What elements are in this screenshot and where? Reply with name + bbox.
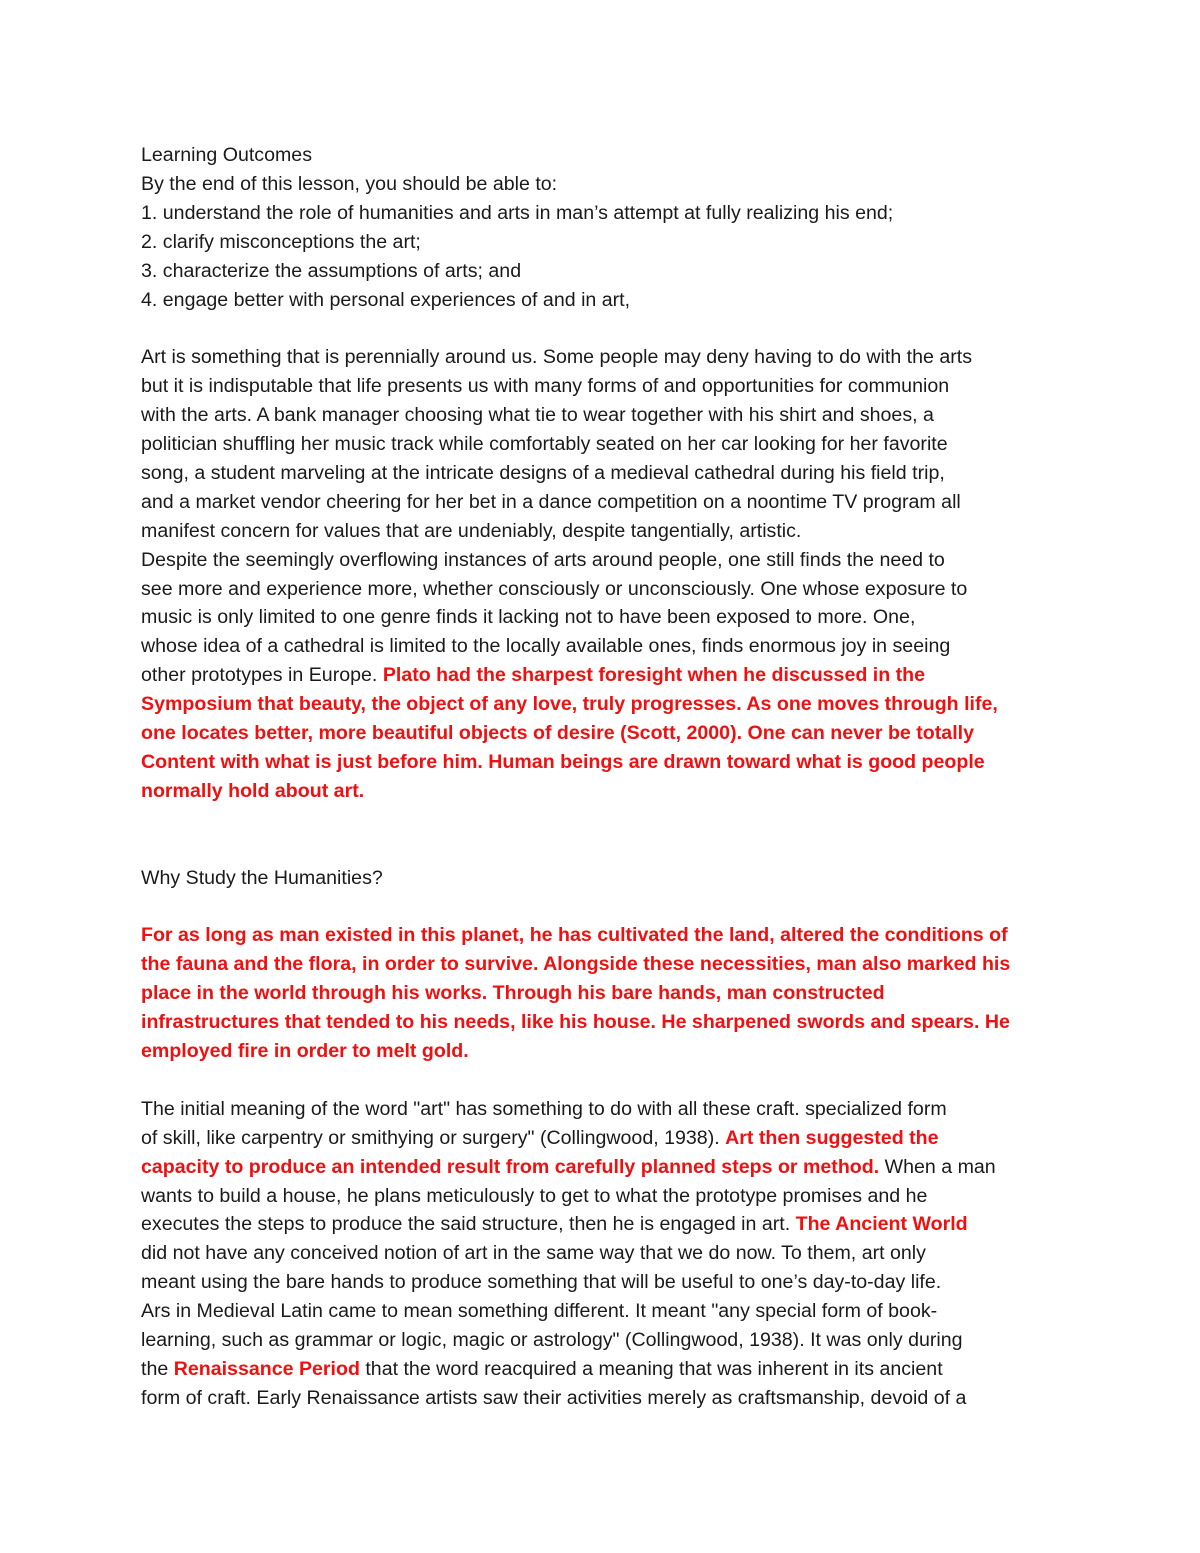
paragraph-line — [141, 1355, 1061, 1384]
highlighted-line: infrastructures that tended to his needs, like his house. He sharpened swords and spears. He — [141, 1011, 1010, 1034]
outcome-item: 3. characterize the assumptions of arts; and — [141, 259, 522, 282]
plain-text: that the word reacquired a meaning that was inherent in its ancient — [359, 1358, 943, 1380]
highlighted-line: employed fire in order to melt gold. — [141, 1040, 469, 1063]
outcome-item: 1. understand the role of humanities and arts in man’s attempt at fully realizing his end; — [141, 201, 894, 224]
plain-text: executes the steps to produce the said structure, then he is engaged in art. — [141, 1213, 796, 1236]
highlighted-text: capacity to produce an intended result from carefully planned steps or method. — [141, 1155, 880, 1178]
paragraph-line: wants to build a house, he plans meticulously to get to what the prototype promises and he — [141, 1184, 928, 1207]
paragraph-line: song, a student marveling at the intricate designs of a medieval cathedral during his field trip, — [141, 461, 945, 484]
plain-text: the — [141, 1358, 174, 1380]
paragraph-line — [141, 661, 1061, 690]
paragraph-line: did not have any conceived notion of art in the same way that we do now. To them, art only — [141, 1242, 926, 1265]
highlighted-line: one locates better, more beautiful objects of desire (Scott, 2000). One can never be totally — [141, 722, 974, 745]
highlighted-line: normally hold about art. — [141, 779, 365, 802]
paragraph-line: politician shuffling her music track while comfortably seated on her car looking for her favorite — [141, 433, 948, 456]
paragraph-line: The initial meaning of the word "art" has something to do with all these craft. specialized form — [141, 1097, 947, 1120]
paragraph-line — [141, 1124, 1061, 1153]
paragraph-line: whose idea of a cathedral is limited to the locally available ones, finds enormous joy in seeing — [141, 635, 951, 658]
document-page — [141, 141, 1061, 1413]
paragraph-line: Ars in Medieval Latin came to mean something different. It meant "any special form of book- — [141, 1300, 938, 1323]
paragraph-line: see more and experience more, whether consciously or unconsciously. One whose exposure to — [141, 577, 968, 600]
highlighted-text: Art then suggested the — [725, 1126, 939, 1149]
outcome-item: 4. engage better with personal experiences of and in art, — [141, 288, 631, 311]
paragraph-line: music is only limited to one genre finds it lacking not to have been exposed to more. One, — [141, 606, 916, 629]
paragraph-line: with the arts. A bank manager choosing what tie to wear together with his shirt and shoes, a — [141, 404, 934, 427]
plain-text: other prototypes in Europe. — [141, 664, 383, 687]
paragraph-line: form of craft. Early Renaissance artists saw their activities merely as craftsmanship, devoid of a — [141, 1386, 967, 1409]
paragraph-meaning-of-art — [141, 1095, 1061, 1413]
outcome-item: 2. clarify misconceptions the art; — [141, 230, 421, 253]
highlighted-line: the fauna and the flora, in order to survive. Alongside these necessities, man also marked his — [141, 953, 1011, 976]
paragraph-need-to-see-more — [141, 546, 1061, 806]
plain-text: of skill, like carpentry or smithying or surgery" (Collingwood, 1938). — [141, 1126, 726, 1149]
paragraph-art-around-us — [141, 343, 1061, 545]
paragraph-line: manifest concern for values that are undeniably, despite tangentially, artistic. — [141, 519, 802, 542]
paragraph-line: and a market vendor cheering for her bet in a dance competition on a noontime TV program all — [141, 490, 961, 513]
highlighted-text: Plato had the sharpest foresight when he discussed in the — [382, 664, 926, 687]
highlighted-text: Renaissance Period — [173, 1358, 360, 1380]
paragraph-line — [141, 1210, 1061, 1239]
learning-outcomes-heading: Learning Outcomes — [141, 144, 312, 166]
paragraph-line: Despite the seemingly overflowing instances of arts around people, one still finds the need to — [141, 548, 945, 571]
highlighted-line: place in the world through his works. Through his bare hands, man constructed — [141, 982, 885, 1005]
paragraph-line: Art is something that is perennially around us. Some people may deny having to do with the arts — [141, 346, 973, 369]
paragraph-man-works — [141, 921, 1061, 1066]
highlighted-text: The Ancient World — [795, 1213, 968, 1236]
why-study-heading: Why Study the Humanities? — [141, 866, 383, 889]
paragraph-line: meant using the bare hands to produce something that will be useful to one’s day-to-day life. — [141, 1271, 942, 1294]
paragraph-line — [141, 1153, 1061, 1182]
highlighted-line: For as long as man existed in this planet, he has cultivated the land, altered the conditions of — [141, 924, 1008, 947]
plain-text: When a man — [879, 1155, 996, 1178]
paragraph-line: learning, such as grammar or logic, magic or astrology" (Collingwood, 1938). It was only during — [141, 1329, 963, 1352]
learning-outcomes-intro: By the end of this lesson, you should be able to: — [141, 172, 558, 195]
highlighted-line: Content with what is just before him. Human beings are drawn toward what is good people — [141, 751, 985, 774]
paragraph-line: but it is indisputable that life presents us with many forms of and opportunities for communion — [141, 375, 950, 398]
highlighted-line: Symposium that beauty, the object of any love, truly progresses. As one moves through life, — [141, 693, 998, 716]
